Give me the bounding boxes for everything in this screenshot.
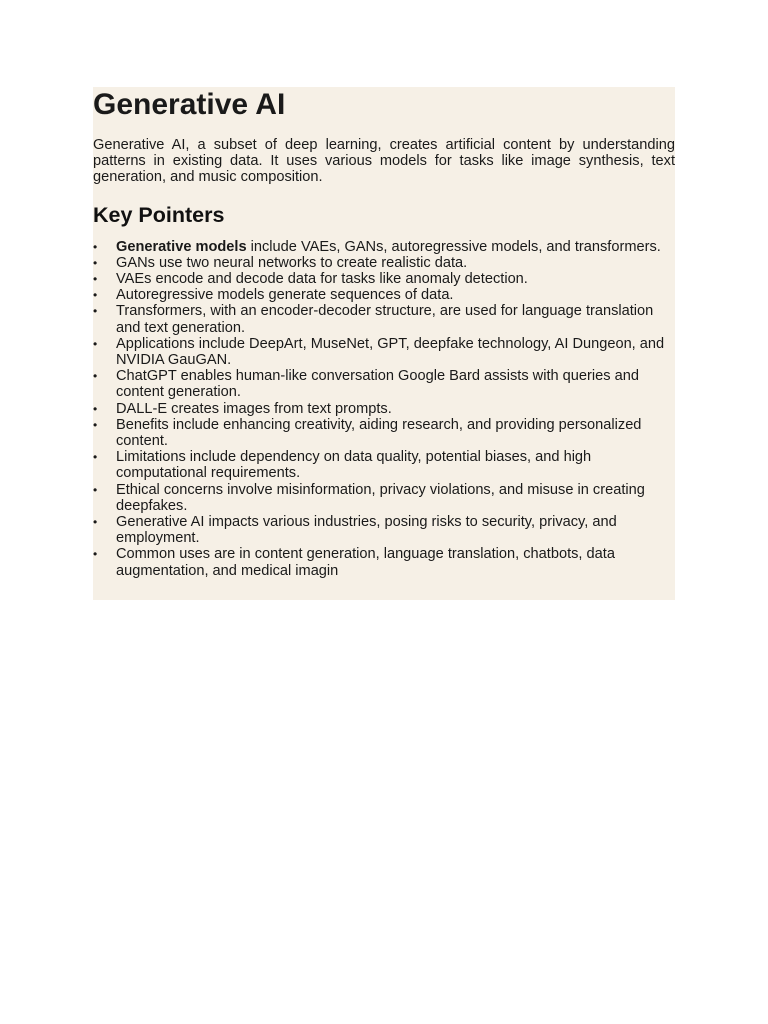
bullet-icon: • [93, 482, 98, 497]
bullet-icon: • [93, 255, 98, 270]
list-item-lead: Generative models [116, 238, 247, 255]
list-item-text: GANs use two neural networks to create realistic data. [116, 254, 468, 271]
list-item [93, 287, 675, 304]
list-item-text: Transformers, with an encoder-decoder structure, are used for language translation and text generation. [116, 303, 654, 336]
bullet-icon: • [93, 239, 98, 254]
content-card [93, 87, 675, 600]
list-item [93, 416, 675, 450]
bullet-icon: • [93, 547, 98, 562]
list-item-text: Applications include DeepArt, MuseNet, GPT, deepfake technology, AI Dungeon, and NVIDIA GauGAN. [116, 335, 665, 369]
list-item [93, 368, 675, 401]
list-item [93, 271, 675, 288]
list-item [93, 481, 675, 514]
bullet-icon: • [93, 401, 98, 416]
bullet-icon: • [93, 336, 98, 351]
list-item-text: ChatGPT enables human-like conversation Google Bard assists with queries and content generation. [116, 368, 639, 401]
list-item [93, 335, 675, 369]
list-item-text: Benefits include enhancing creativity, aiding research, and providing personalized content. [116, 416, 642, 450]
list-item-text: Autoregressive models generate sequences of data. [116, 287, 454, 304]
list-item [93, 254, 675, 271]
list-item-text: include VAEs, GANs, autoregressive models, and transformers. [246, 238, 661, 255]
list-item-text: Ethical concerns involve misinformation, privacy violations, and misuse in creating deepfakes. [116, 481, 645, 514]
bullet-icon: • [93, 288, 98, 303]
bullet-icon: • [93, 272, 98, 287]
section-heading: Key Pointers [93, 202, 225, 227]
bullet-icon: • [93, 304, 98, 319]
list-item-text: Limitations include dependency on data quality, potential biases, and high computational requirements. [116, 449, 592, 482]
list-item [93, 303, 675, 336]
list-item [93, 514, 675, 547]
bullet-icon: • [93, 515, 98, 530]
bullet-icon: • [93, 369, 98, 384]
list-item-text: VAEs encode and decode data for tasks like anomaly detection. [116, 271, 528, 288]
page-title: Generative AI [93, 88, 286, 121]
bullet-icon: • [93, 417, 98, 432]
key-pointers-list [93, 239, 675, 579]
list-item [93, 238, 675, 255]
list-item [93, 400, 675, 417]
list-item [93, 546, 675, 579]
list-item-text: DALL-E creates images from text prompts. [116, 400, 392, 417]
list-item [93, 449, 675, 482]
list-item-text: Common uses are in content generation, language translation, chatbots, data augmentation, and medical imagin [116, 546, 615, 579]
bullet-icon: • [93, 450, 98, 465]
list-item-text: Generative AI impacts various industries, posing risks to security, privacy, and employment. [116, 514, 617, 547]
intro-paragraph: Generative AI, a subset of deep learning, creates artificial content by understanding patterns in existing data. It uses various models for tasks like image synthesis, text generation, and music composition. [93, 137, 675, 186]
